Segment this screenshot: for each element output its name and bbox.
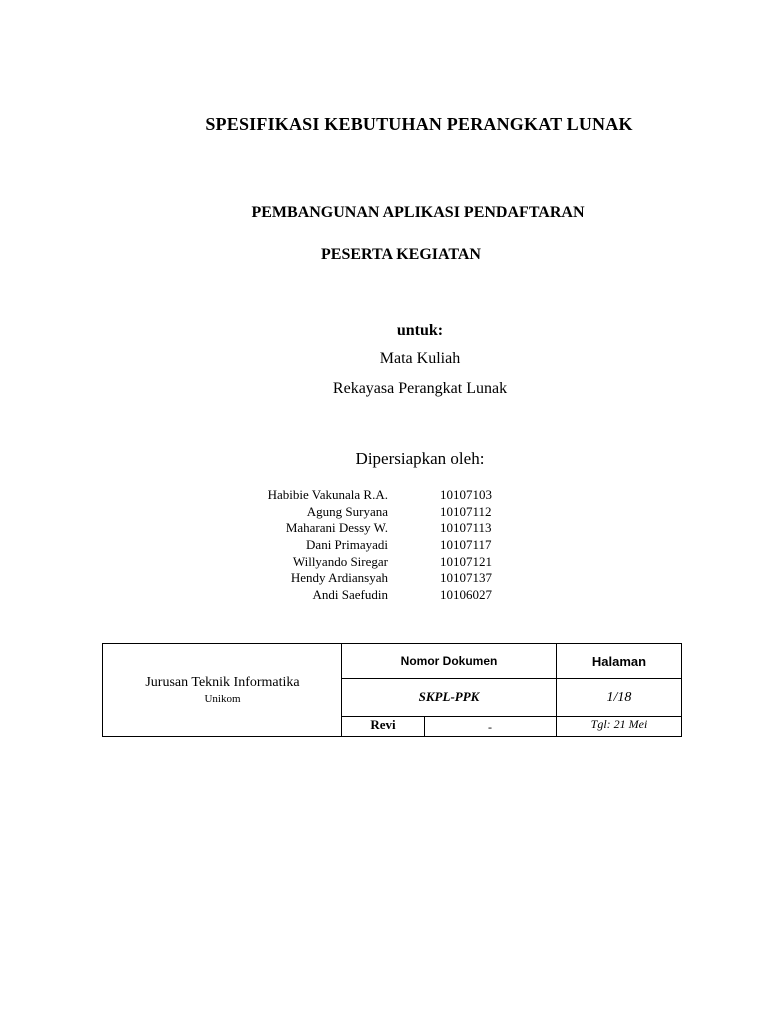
page-header: Halaman — [591, 654, 647, 669]
member-row — [230, 587, 630, 604]
member-list — [230, 487, 630, 604]
member-name: Agung Suryana — [306, 503, 388, 519]
course-label: Mata Kuliah — [379, 350, 461, 367]
member-row — [230, 487, 630, 504]
prepared-by-label: Dipersiapkan oleh: — [355, 449, 485, 468]
member-name: Andi Saefudin — [312, 587, 388, 603]
member-name: Maharani Dessy W. — [285, 520, 388, 536]
table-divider — [342, 678, 682, 679]
university-name: Unikom — [204, 693, 241, 705]
member-row — [230, 504, 630, 521]
member-nim: 10107103 — [440, 487, 492, 502]
doc-number-header: Nomor Dokumen — [400, 654, 498, 668]
document-subtitle-line2: PESERTA KEGIATAN — [321, 246, 481, 263]
page-value: 1/18 — [606, 690, 632, 705]
member-name: Habibie Vakunala R.A. — [267, 487, 388, 502]
member-name: Willyando Siregar — [292, 553, 388, 569]
date-value: Tgl: 21 Mei — [590, 717, 648, 731]
department-cell — [103, 644, 342, 736]
member-row — [230, 520, 630, 537]
document-info-table — [102, 643, 682, 737]
member-nim: 10106027 — [440, 587, 492, 603]
document-subtitle-line1: PEMBANGUNAN APLIKASI PENDAFTARAN — [251, 204, 585, 221]
member-nim: 10107121 — [440, 553, 492, 569]
member-nim: 10107112 — [440, 503, 492, 519]
for-label: untuk: — [396, 322, 444, 339]
department-name: Jurusan Teknik Informatika — [145, 675, 300, 690]
doc-number-value: SKPL-PPK — [418, 689, 480, 704]
document-title: SPESIFIKASI KEBUTUHAN PERANGKAT LUNAK — [205, 114, 633, 134]
revision-value: - — [488, 720, 492, 734]
revision-label: Revi — [370, 717, 396, 732]
member-nim: 10107113 — [440, 520, 492, 536]
member-name: Dani Primayadi — [306, 537, 388, 553]
member-row — [230, 537, 630, 554]
member-name: Hendy Ardiansyah — [290, 570, 388, 586]
member-nim: 10107137 — [440, 570, 492, 586]
course-name: Rekayasa Perangkat Lunak — [332, 380, 508, 397]
member-row — [230, 570, 630, 587]
member-nim: 10107117 — [440, 537, 492, 553]
member-row — [230, 554, 630, 571]
